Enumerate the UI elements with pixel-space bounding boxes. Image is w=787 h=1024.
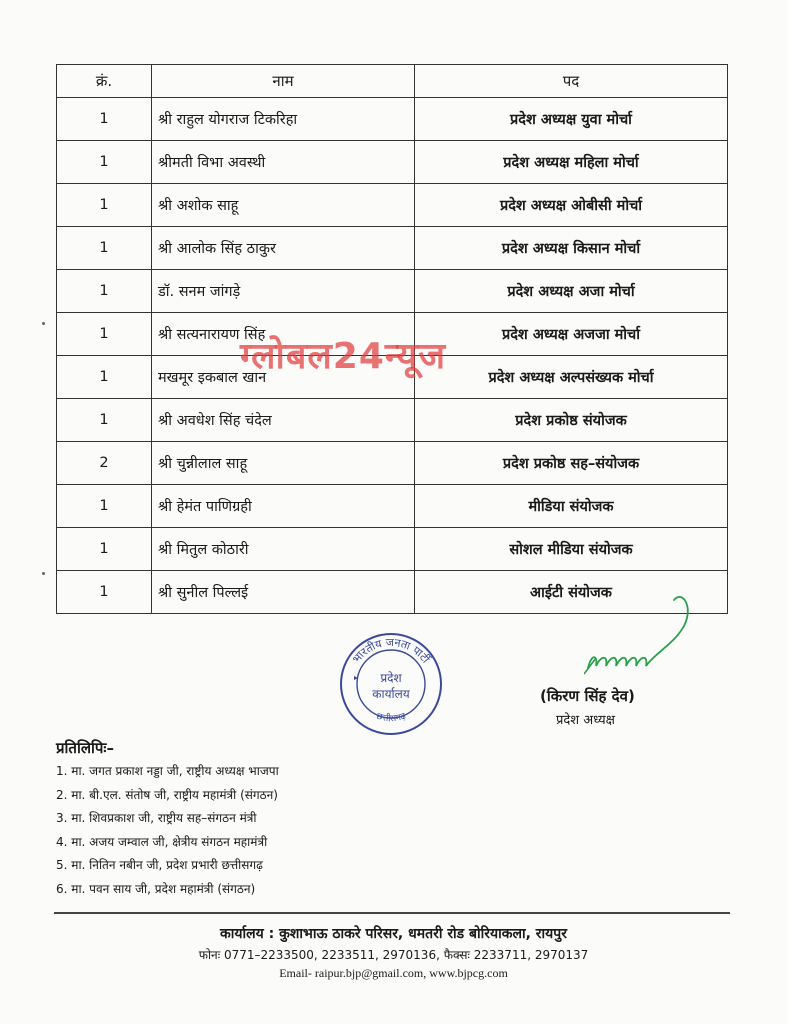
footer-address: कार्यालय : कुशाभाऊ ठाकरे परिसर, धमतरी रोड बोरियाकला, रायपुर (220, 926, 567, 942)
row-name: श्रीमती विभा अवस्थी (152, 141, 415, 184)
row-post: सोशल मीडिया संयोजक (415, 528, 728, 571)
signature-mark (584, 586, 704, 680)
cc-item: 5. मा. नितिन नबीन जी, प्रदेश प्रभारी छत्तीसगढ़ (56, 858, 263, 872)
cc-item: 4. मा. अजय जम्वाल जी, क्षेत्रीय संगठन महामंत्री (56, 834, 268, 849)
seal-bottom-text: छत्तीसगढ़ (374, 711, 408, 725)
cc-heading: प्रतिलिपिः– (56, 739, 114, 757)
table-header-row (57, 65, 728, 98)
table-row (57, 528, 728, 571)
footer-email: Email- raipur.bjp@gmail.com, www.bjpcg.com (279, 966, 508, 980)
row-post: प्रदेश अध्यक्ष किसान मोर्चा (415, 227, 728, 270)
row-name: मखमूर इकबाल खान (152, 356, 415, 399)
seal-inner-line2: कार्यालय (372, 687, 410, 701)
table-row (57, 270, 728, 313)
row-post: प्रदेश प्रकोष्ठ संयोजक (415, 399, 728, 442)
row-name: श्री हेमंत पाणिग्रही (152, 485, 415, 528)
cc-list (56, 760, 279, 901)
row-count: 1 (57, 528, 152, 571)
table-row (57, 184, 728, 227)
row-count: 2 (57, 442, 152, 485)
row-name: श्री आलोक सिंह ठाकुर (152, 227, 415, 270)
row-name: श्री चुन्नीलाल साहू (152, 442, 415, 485)
cc-item: 1. मा. जगत प्रकाश नड्डा जी, राष्ट्रीय अध्यक्ष भाजपा (56, 764, 279, 778)
row-name: श्री सत्यनारायण सिंह (152, 313, 415, 356)
row-post: प्रदेश अध्यक्ष ओबीसी मोर्चा (415, 184, 728, 227)
header-name: नाम (152, 65, 415, 98)
signature-stroke (588, 597, 688, 668)
row-post: प्रदेश अध्यक्ष अल्पसंख्यक मोर्चा (415, 356, 728, 399)
row-name: श्री राहुल योगराज टिकरिहा (152, 98, 415, 141)
header-count: क्रं. (57, 65, 152, 98)
row-name: श्री अवधेश सिंह चंदेल (152, 399, 415, 442)
cc-item: 2. मा. बी.एल. संतोष जी, राष्ट्रीय महामंत्री (संगठन) (56, 787, 278, 802)
row-post: प्रदेश अध्यक्ष अजजा मोर्चा (415, 313, 728, 356)
scan-speck (42, 322, 45, 325)
row-count: 1 (57, 485, 152, 528)
row-post: प्रदेश प्रकोष्ठ सह–संयोजक (415, 442, 728, 485)
row-post: मीडिया संयोजक (415, 485, 728, 528)
header-post: पद (415, 65, 728, 98)
footer-divider (54, 912, 730, 914)
seal-inner-line1: प्रदेश (380, 671, 402, 685)
row-count: 1 (57, 399, 152, 442)
row-name: श्री अशोक साहू (152, 184, 415, 227)
row-post: प्रदेश अध्यक्ष महिला मोर्चा (415, 141, 728, 184)
row-name: श्री मितुल कोठारी (152, 528, 415, 571)
signer-name: (किरण सिंह देव) (540, 687, 635, 705)
seal-outer-text: भारतीय जनता पार्टी (349, 635, 433, 666)
row-name: डॉ. सनम जांगड़े (152, 270, 415, 313)
cc-item: 3. मा. शिवप्रकाश जी, राष्ट्रीय सह–संगठन मंत्री (56, 811, 257, 825)
table-row (57, 227, 728, 270)
table-row (57, 442, 728, 485)
row-post: प्रदेश अध्यक्ष युवा मोर्चा (415, 98, 728, 141)
row-count: 1 (57, 270, 152, 313)
row-count: 1 (57, 571, 152, 614)
table-row (57, 98, 728, 141)
row-count: 1 (57, 313, 152, 356)
table-row (57, 141, 728, 184)
signer-title: प्रदेश अध्यक्ष (556, 713, 615, 728)
party-seal (336, 628, 446, 738)
row-count: 1 (57, 227, 152, 270)
scan-speck (42, 572, 45, 575)
table-row (57, 485, 728, 528)
row-post: प्रदेश अध्यक्ष अजा मोर्चा (415, 270, 728, 313)
row-count: 1 (57, 98, 152, 141)
row-post: आईटी संयोजक (415, 571, 728, 614)
row-count: 1 (57, 356, 152, 399)
table-row (57, 399, 728, 442)
footer-phone: फोनः 0771–2233500, 2233511, 2970136, फैक्सः 2233711, 2970137 (198, 948, 589, 962)
row-count: 1 (57, 184, 152, 227)
cc-item: 6. मा. पवन साय जी, प्रदेश महामंत्री (संगठन) (56, 881, 256, 896)
row-name: श्री सुनील पिल्लई (152, 571, 415, 614)
row-count: 1 (57, 141, 152, 184)
watermark: ग्लोबल24न्यूज (240, 336, 447, 377)
